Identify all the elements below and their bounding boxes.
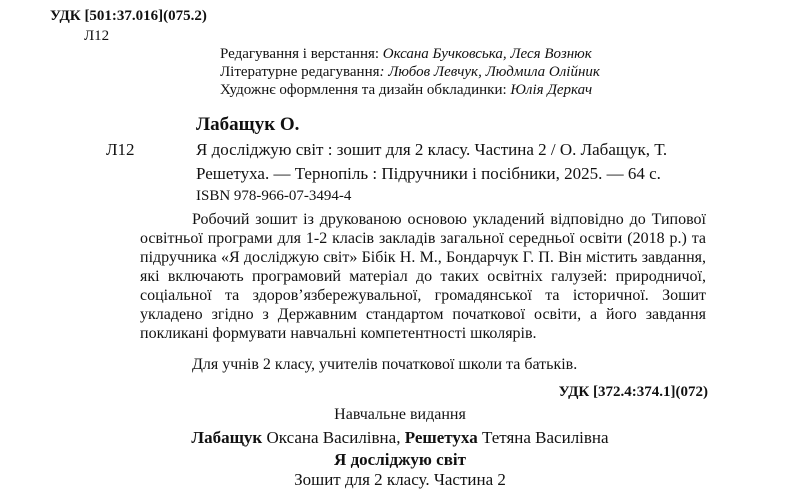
author1-surname: Лабащук <box>191 428 263 447</box>
credits-literary <box>220 64 700 81</box>
credits-art <box>220 82 700 99</box>
credits-art-label: Художнє оформлення та дизайн обкладинки: <box>220 82 507 98</box>
annotation-paragraph: Робочий зошит із друкованою основою укладений відповідно до Типової освітньої програми для 1-2 класів закладів загальної середньої освіти (2018 р.) та підручника «Я досліджую світ» Бібік Н. М., Бондарчук Г. П. Він містить завдання, які включають програмовий матеріал до таких освітніх галузей: природничої, соціальної та здоров’язбережувальної, громадянської та історичної. Зошит укладено згідно з Державним стандартом початкової освіти, а його завдання покликані формувати навчальні компетентності школярів. <box>140 211 706 342</box>
credits-editing-names: Оксана Бучковська, Леся Вознюк <box>382 46 592 62</box>
credits-editing-label: Редагування і верстання: <box>220 46 380 62</box>
credits-literary-label: Літературне редагування <box>220 64 380 80</box>
credits-literary-names: Любов Левчук, Людмила Олійник <box>388 64 600 80</box>
book-subtitle: Зошит для 2 класу. Частина 2 <box>294 470 506 489</box>
author2-names: Тетяна Василівна <box>477 428 609 447</box>
credits-literary-colon: : <box>379 64 385 80</box>
audience-line: Для учнів 2 класу, учителів початкової школи та батьків. <box>192 356 578 373</box>
edition-type: Навчальне видання <box>334 406 466 423</box>
library-code-top: Л12 <box>84 28 110 44</box>
bibliographic-record: Я досліджую світ : зошит для 2 класу. Частина 2 / О. Лабащук, Т. Решетуха. — Тернопіль : Підручники і посібники, 2025. — 64 с. <box>196 140 668 183</box>
isbn: ISBN 978-966-07-3494-4 <box>196 188 352 204</box>
book-title: Я досліджую світ <box>334 450 466 469</box>
credits-art-names: Юлія Деркач <box>510 82 593 98</box>
library-code: Л12 <box>106 140 135 159</box>
udc-code-top: УДК [501:37.016](075.2) <box>50 8 207 24</box>
authors-full-names <box>0 428 800 448</box>
author-heading: Лабащук О. <box>196 114 300 135</box>
udc-code-bottom: УДК [372.4:374.1](072) <box>558 384 708 400</box>
author1-names: Оксана Василівна, <box>262 428 405 447</box>
credits-editing <box>220 46 700 63</box>
author2-surname: Решетуха <box>404 428 478 447</box>
